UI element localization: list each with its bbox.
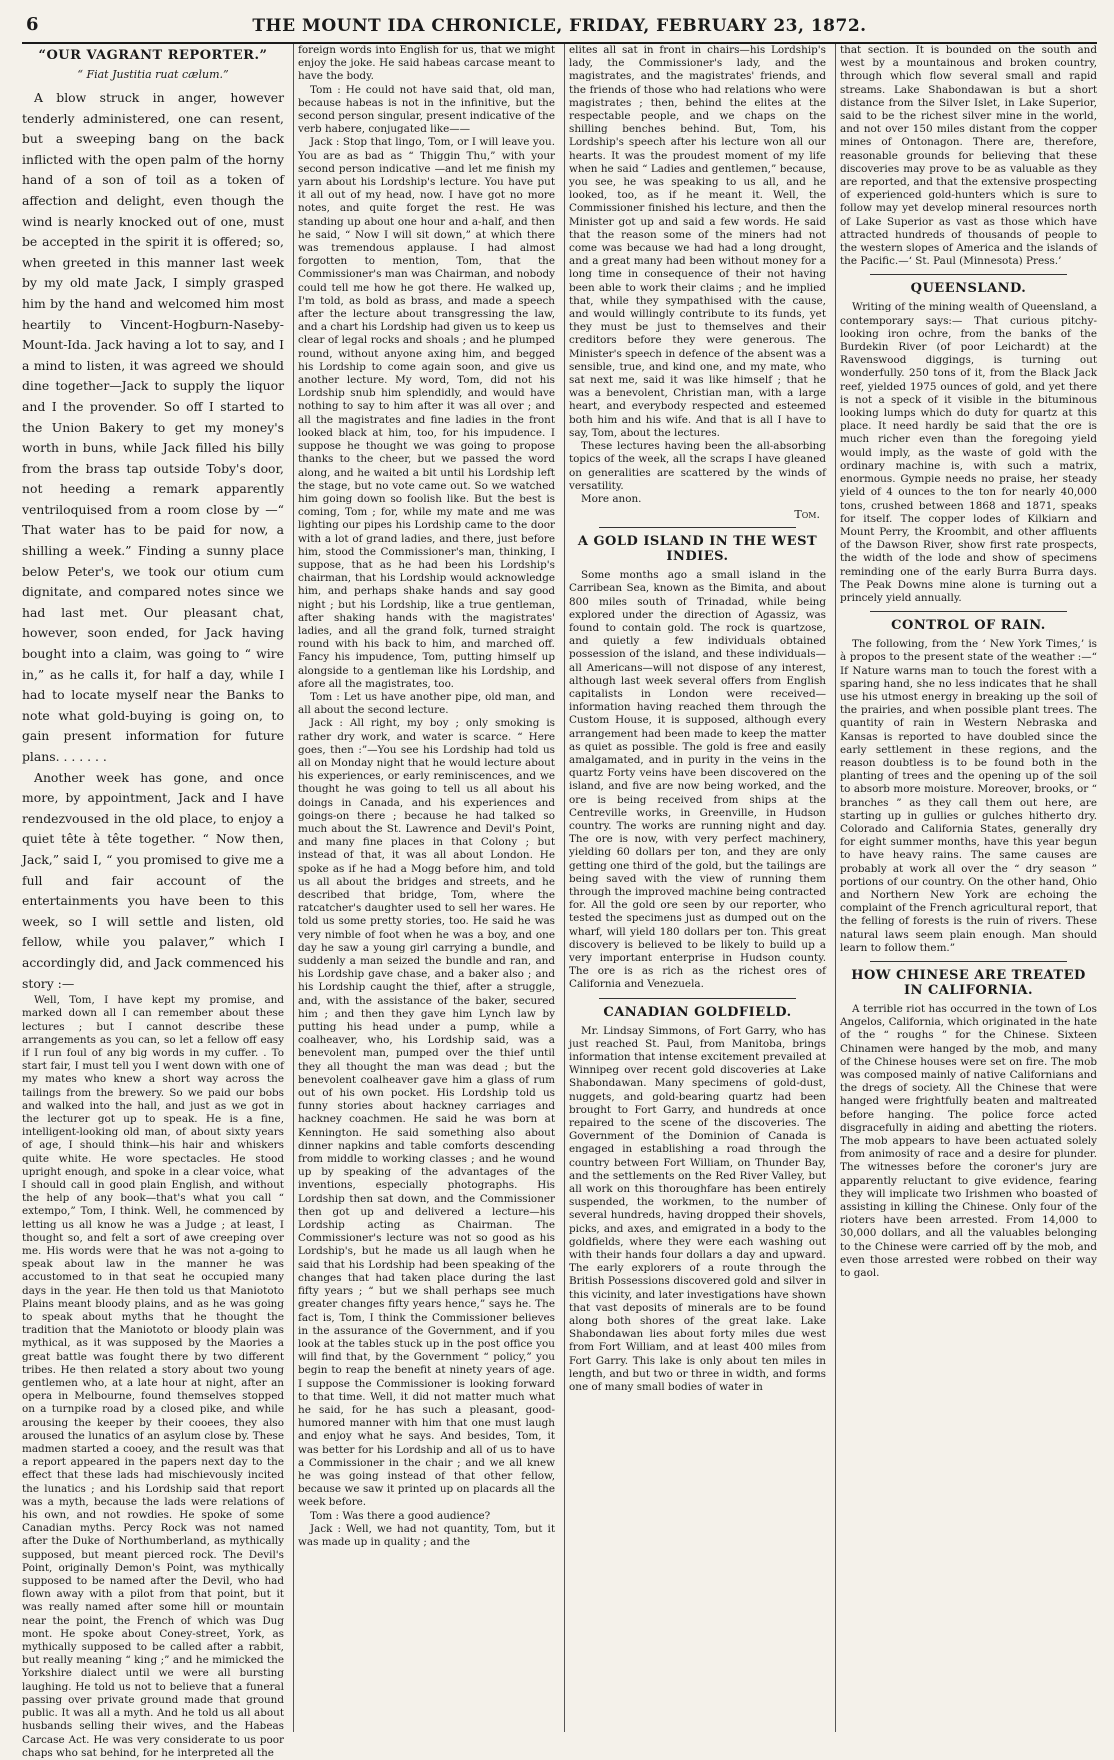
masthead-title: THE MOUNT IDA CHRONICLE, FRIDAY, FEBRUARY 23, 1872. bbox=[252, 16, 867, 36]
article-columns bbox=[22, 44, 1097, 1759]
article-motto: “ Fiat Justitia ruat cælum.” bbox=[77, 68, 229, 81]
column-4 bbox=[835, 44, 1097, 1732]
paragraph: Another week has gone, and once more, by appointment, Jack and I have rendezvoused in the old place, to enjoy a quiet tête à tête together. “ Now then, Jack,” said I, “ you promised to give me a full and fair account of the entertainments you have been to this week, so I will settle and listen, old fellow, while you palaver,” which I accordingly did, and Jack commenced his story :— bbox=[22, 769, 284, 991]
article-heading-control-of-rain: CONTROL OF RAIN. bbox=[891, 618, 1046, 634]
paragraph: These lectures having been the all-absorbing topics of the week, all the scraps I have gleaned on generalities are scattered by the winds of versatility. bbox=[569, 440, 826, 492]
article-heading-chinese-california: HOW CHINESE ARE TREATED IN CALIFORNIA. bbox=[851, 968, 1086, 998]
divider bbox=[870, 961, 1067, 962]
paragraph: foreign words into English for us, that we might enjoy the joke. He said habeas carcase meant to have the body. bbox=[298, 44, 555, 83]
paragraph: Jack : Well, we had not quantity, Tom, but it was made up in quality ; and the bbox=[298, 1522, 555, 1548]
paragraph: Tom : Was there a good audience? bbox=[310, 1509, 491, 1522]
article-heading-canadian-goldfield: CANADIAN GOLDFIELD. bbox=[603, 1004, 792, 1020]
paragraph: Tom : He could not have said that, old man, because habeas is not in the infinitive, but the second person singular, present indicative of the verb habere, conjugated like—— bbox=[298, 83, 555, 136]
article-signature: Tom. bbox=[794, 508, 820, 522]
paragraph: The following, from the ‘ New York Times,’ is à propos to the present state of the weather :—“ If Nature warns man to touch the forest with a sparing hand, she no less indicates that he shall use his utmost energy in breaking up the soil of the prairies, and when possible plant trees. The quantity of rain in Western Nebraska and Kansas is reported to have doubled since the early settlement in these regions, and the reason doubtless is to be found both in the planting of trees and the opening up of the soil to absorb more moisture. Moreover, brooks, or “ branches ” as they call them out here, are starting up in gullies or gulches hitherto dry. Colorado and California States, generally dry for eight summer months, have this year begun to have heavy rains. The same causes are probably at work all over the “ dry season ” portions of our country. On the other hand, Ohio and Northern New York are echoing the complaint of the French agricultural report, that the felling of forests is the ruin of rivers. These natural laws seem plain enough. Man should learn to follow them.” bbox=[840, 638, 1097, 954]
paragraph: Jack : All right, my boy ; only smoking is rather dry work, and water is scarce. “ Here goes, then :”—You see his Lordship had told us all on Monday night that he would lecture about his experiences, or early reminiscences, and we thought he was going to tell us all about his doings in Canada, and his experiences and goings-on there ; because he had talked so much about the St. Lawrence and Devil's Point, and many fine places in that Colony ; but instead of that, it was all about London. He spoke as if he had a Mogg before him, and told us all about the bridges and streets, and he described that bridge, Tom, where the ratcatcher's daughter used to sell her wares. He told us some pretty stories, too. He said he was very nimble of foot when he was a boy, and one day he saw a young girl carrying a bundle, and suddenly a man seized the bundle and ran, and his Lordship gave chase, and a baker also ; and his Lordship caught the thief, after a struggle, and, with the assistance of the baker, secured him ; and then they gave him Lynch law by putting his head under a pump, while a coalheaver, who, his Lordship said, was a benevolent man, pumped over the thief until they all thought the man was dead ; but the benevolent coalheaver gave him a glass of rum out of his own pocket. His Lordship told us funny stories about hackney carriages and hackney coachmen. He said he was born at Kennington. He said something also about dinner napkins and table comforts descending from middle to working classes ; and he wound up by speaking of the advantages of the inventions, especially photographs. His Lordship then sat down, and the Commissioner then got up and delivered a lecture—his Lordship acting as Chairman. The Commissioner's lecture was not so good as his Lordship's, but he made us all laugh when he said that his Lordship had been speaking of the changes that had taken place during the last fifty years ; “ but we shall perhaps see much greater changes fifty years hence,” says he. The fact is, Tom, I think the Commissioner believes in the assurance of the Government, and if you look at the tables stuck up in the post office you will find that, by the Government “ policy,” you begin to reap the benefit at ninety years of age. I suppose the Commissioner is looking forward to that time. Well, it did not matter much what he said, for he has such a pleasant, good-humored manner with him that one must laugh and enjoy what he says. And besides, Tom, it was better for his Lordship and all of us to have a Commissioner in the chair ; and we all knew he was going instead of that other fellow, because we saw it printed up on placards all the week before. bbox=[298, 717, 555, 1509]
paragraph: Jack : Stop that lingo, Tom, or I will leave you. You are as bad as “ Thiggin Thu,” with your second person indicative —and let me finish my yarn about his Lordship's lecture. You have put it all out of my head, now. I have got no more notes, and quite forget the rest. He was standing up about one hour and a-half, and then he said, “ Now I will sit down,” at which there was tremendous applause. I had almost forgotten to mention, Tom, that the Commissioner's man was Chairman, and nobody could tell me how he got there. He walked up, I'm told, as bold as brass, and made a speech after the lecture about transgressing the law, and a chart his Lordship had given us to keep us clear of legal rocks and shoals ; and he plumped round, without anyone axing him, and begged his Lordship to come again soon, and give us another lecture. My word, Tom, did not his Lordship snub him splendidly, and would have nothing to say to him after it was all over ; and all the magistrates and fine ladies in the front looked black at him, too, for his impudence. I suppose he thought we was going to propose thanks to the cheer, but we passed the word along, and he waited a bit until his Lordship left the stage, but no vote came out. So we watched him going down so foolish like. But the best is coming, Tom ; for, while my mate and me was lighting our pipes his Lordship came to the door with a lot of grand ladies, and there, just before him, stood the Commissioner's man, thinking, I suppose, that as he had been his Lordship's chairman, that his Lordship would acknowledge him, and perhaps shake hands and say good night ; but his Lordship, like a true gentleman, after shaking hands with the magistrates' ladies, and all the grand folk, turned straight round with his back to him, and marched off. Fancy his impudence, Tom, putting himself up alongside to a gentleman like his Lordship, and afore all the magistrates, too. bbox=[298, 136, 555, 690]
column-1 bbox=[22, 44, 284, 1759]
paragraph: Some months ago a small island in the Carribean Sea, known as the Bimita, and about 800 miles south of Trinadad, while being explored under the direction of Agassiz, was found to contain gold. The rock is quartzose, and quietly a few individuals obtained possession of the island, and these individuals—all Americans—will not dispose of any interest, although last week several offers from English capitalists in London were received—information having reached them through the Custom House, it is supposed, although every arrangement had been made to keep the matter as quiet as possible. The gold is free and easily amalgamated, and in purity in the veins in the quartz Forty veins have been discovered on the island, and five are now being worked, and the ore is being received from ships at the Centreville works, in Greenville, in Hudson country. The works are running night and day. The ore is now, with very perfect machinery, yielding 60 dollars per ton, and they are only getting one third of the gold, but the tailings are being saved with the view of running them through the improved machine being contracted for. All the gold ore seen by our reporter, who tested the specimens just as dumped out on the wharf, will yield 180 dollars per ton. This great discovery is believed to be likely to build up a very important enterprise in Hudson county. The ore is as rich as the richest ores of California and Venezuela. bbox=[569, 569, 826, 991]
divider bbox=[870, 611, 1067, 612]
article-heading-queensland: QUEENSLAND. bbox=[910, 281, 1027, 297]
article-heading-gold-island: A GOLD ISLAND IN THE WEST INDIES. bbox=[577, 534, 818, 565]
paragraph: A terrible riot has occurred in the town of Los Angelos, California, which originated in the hate of the “ roughs ” for the Chinese. Sixteen Chinamen were hanged by the mob, and many of the Chinese houses were set on fire. The mob was composed mainly of native Californians and the dregs of society. All the Chinese that were hanged were frightfully beaten and maltreated before hanging. The police force acted disgracefully in aiding and abetting the rioters. The mob appears to have been actuated solely from animosity of race and a desire for plunder. The witnesses before the coroner's jury are apparently reluctant to give evidence, fearing they will implicate two Irishmen who boasted of assisting in killing the Chinese. Only four of the rioters have been arrested. From 14,000 to 30,000 dollars, and all the valuables belonging to the Chinese were carried off by the mob, and even those arrested were robbed on their way to gaol. bbox=[840, 1003, 1097, 1280]
paragraph: Well, Tom, I have kept my promise, and marked down all I can remember about these lectures ; but I cannot describe these arrangements as you can, so let a fellow off easy if I run foul of any big words in my cuffer. . To start fair, I must tell you I went down with one of my mates who knew a short way across the tailings from the brewery. So we paid our bobs and walked into the hall, and just as we got in the lecturer got up to speak. He is a fine, intelligent-looking old man, of about sixty years of age, I should think—his hair and whiskers quite white. He wore spectacles. He stood upright enough, and spoke in a clear voice, what I should call in good plain English, and without the help of any book—that's what you call “ extempo,” Tom, I think. Well, he commenced by letting us all know he was a Judge ; at least, I thought so, and felt a sort of awe creeping over me. His words were that he was not a-going to speak about law in the manner he was accustomed to in that seat he occupied many days in the year. He then told us that Maniototo Plains meant bloody plains, and as he was going to speak about myths that he thought the tradition that the Maniototo or bloody plain was mythical, as it was supposed by the Maories a great battle was fought there by two different tribes. He then related a story about two young gentlemen who, at a late hour at night, after an opera in Melbourne, found themselves stopped on a turnpike road by a closed pike, and while arousing the keeper by their cooees, they also aroused the lunatics of an asylum close by. These madmen started a cooey, and the result was that a report appeared in the papers next day to the effect that these lads had mischievously incited the lunatics ; and his Lordship said that report was a myth, because the lads were relations of his own, and not rowdies. He spoke of some Canadian myths. Percy Rock was not named after the Duke of Northumberland, as mythically supposed, but meant pierced rock. The Devil's Point, originally Demon's Point, was mythically supposed to be named after the Devil, who had flown away with a pilot from that point, but it was really named after some hill or mountain near the point, the French of which was Dug mont. He spoke about Coney-street, York, as mythically supposed to be called after a rabbit, but really meaning “ king ;” and he mimicked the Yorkshire dialect until we were all bursting laughing. He told us not to believe that a funeral passing over private ground made that ground public. It was all a myth. And he told us all about husbands selling their wives, and the Habeas Carcase Act. He was very considerate to us poor chaps who sat behind, for he interpreted all the bbox=[22, 994, 284, 1759]
paragraph: elites all sat in front in chairs—his Lordship's lady, the Commissioner's lady, and the magistrates, and the magistrates' friends, and the friends of those who had relations who were magistrates ; then, behind the elites at the respectable people, and we chaps on the shilling benches behind. But, Tom, his Lordship's speech after his lecture won all our hearts. It was the proudest moment of my life when he said “ Ladies and gentlemen,” because, you see, he was speaking to us all, and he looked, too, as if he meant it. Well, the Commissioner finished his lecture, and then the Minister got up and said a few words. He said that the reason some of the miners had not come was because we had had a long drought, and a great many had been without money for a long time in consequence of their not having been able to work their claims ; and he implied that, while they sympathised with the cause, and would willingly contribute to its funds, yet they must be just to themselves and their creditors before they were generous. The Minister's speech in defence of the absent was a sensible, true, and kind one, and my mate, who sat next me, said it was like himself ; that he was a benevolent, Christian man, with a large heart, and everybody respected and esteemed both him and his wife. And that is all I have to say, Tom, about the lectures. bbox=[569, 44, 826, 439]
column-2 bbox=[293, 44, 555, 1732]
divider bbox=[599, 527, 796, 528]
paragraph: Tom : Let us have another pipe, old man, and all about the second lecture. bbox=[298, 690, 555, 717]
paragraph: Writing of the mining wealth of Queensland, a contemporary says:— That curious pitchy-looking iron ochre, from the banks of the Burdekin River (of poor Leichardt) at the Ravenswood diggings, is turning out wonderfully. 250 tons of it, from the Black Jack reef, yielded 1975 ounces of gold, and yet there is not a speck of it visible in the bituminous looking lumps which do duty for quartz at this place. It need hardly be said that the ore is much richer even than the foregoing yield would imply, as the waste of gold with the ordinary machine is, with such a matrix, enormous. Gympie needs no praise, her steady yield of 4 ounces to the ton for nearly 40,000 tons, crushed between 1868 and 1871, speaks for itself. The copper lodes of Kilkiarn and Mount Perry, the Kroombit, and other affluents of the Dawson River, show first rate prospects, the width of the lode and show of specimens reminding one of the early Burra Burra days. The Peak Downs mine alone is turning out a princely yield annually. bbox=[840, 301, 1097, 604]
paragraph: Mr. Lindsay Simmons, of Fort Garry, who has just reached St. Paul, from Manitoba, brings information that intense excitement prevailed at Winnipeg over recent gold discoveries at Lake Shabondawan. Many specimens of gold-dust, nuggets, and gold-bearing quartz had been brought to Fort Garry, and hundreds at once repaired to the scene of the discoveries. The Government of the Dominion of Canada is engaged in establishing a road through the country between Fort William, on Thunder Bay, and the settlements on the Red River Valley, but all work on this thoroughfare has been entirely suspended, the workmen, to the number of several hundreds, having dropped their shovels, picks, and axes, and emigrated in a body to the goldfields, where they were each washing out with their hands four dollars a day and upward. The early explorers of a route through the British Possessions discovered gold and silver in this vicinity, and later investigations have shown that vast deposits of minerals are to be found along both shores of the great lake. Lake Shabondawan lies about forty miles due west from Fort William, and at least 400 miles from Fort Garry. This lake is only about ten miles in length, and but two or three in width, and forms one of many small bodies of water in bbox=[569, 1024, 826, 1394]
paragraph: that section. It is bounded on the south and west by a mountainous and broken country, through which flow several small and rapid streams. Lake Shabondawan is but a short distance from the Silver Islet, in Lake Superior, said to be the richest silver mine in the world, and not over 150 miles distant from the copper mines of Ontonagon. There are, therefore, reasonable grounds for believing that these discoveries may prove to be as valuable as they are reported, and that the extensive prospecting of experienced gold-hunters which is sure to follow may yet develop mineral resources north of Lake Superior as vast as those which have attracted hundreds of thousands of people to the western slopes of America and the islands of the Pacific.—‘ St. Paul (Minnesota) Press.’ bbox=[840, 44, 1097, 268]
page-header bbox=[22, 8, 1097, 44]
divider bbox=[599, 998, 796, 999]
paragraph: A blow struck in anger, however tenderly administered, one can resent, but a sweeping bang on the back inflicted with the open palm of the horny hand of a son of toil as a token of affection and delight, even though the wind is nearly knocked out of one, must be accepted in the spirit it is offered; so, when greeted in this manner last week by my old mate Jack, I simply grasped him by the hand and welcomed him most heartily to Vincent-Hogburn-Naseby-Mount-Ida. Jack having a lot to say, and I a mind to listen, it was agreed we should dine together—Jack to supply the liquor and I the provender. So off I started to the Union Bakery to get my money's worth in buns, while Jack filled his billy from the brass tap outside Toby's door, not heeding a remark apparently ventriloquised from a room close by —“ That water has to be paid for now, a shilling a week.” Finding a sunny place below Peter's, we took our otium cum dignitate, and compared notes since we had last met. Our pleasant chat, however, soon ended, for Jack having bought into a claim, was going to “ wire in,” as he calls it, for half a day, while I had to locate myself near the Banks to note what gold-buying is going on, to gain present information for future plans. . . . . . . bbox=[22, 90, 284, 764]
article-heading-vagrant-reporter: “OUR VAGRANT REPORTER.” bbox=[38, 48, 268, 63]
paragraph: More anon. bbox=[581, 492, 642, 505]
column-3 bbox=[564, 44, 826, 1732]
divider bbox=[870, 274, 1067, 275]
page-number: 6 bbox=[26, 14, 39, 35]
